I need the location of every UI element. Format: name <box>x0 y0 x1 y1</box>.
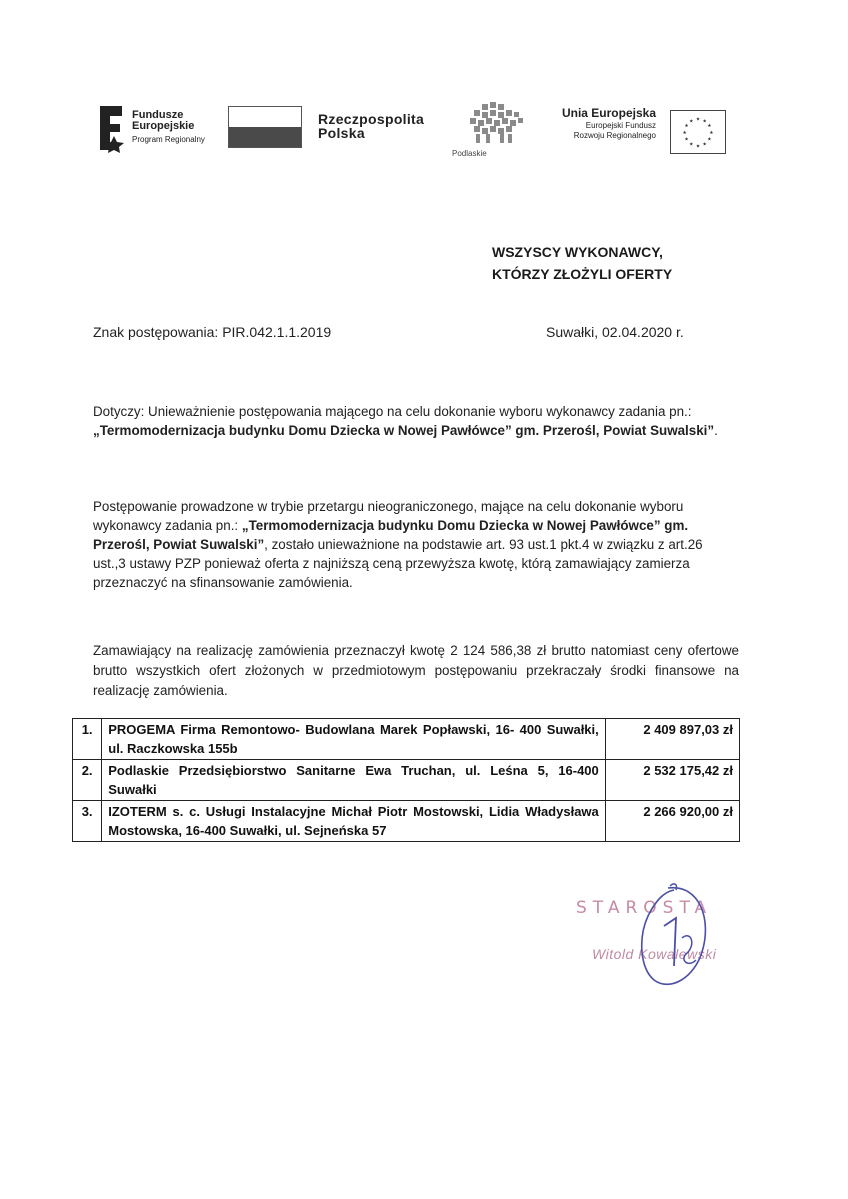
subject-paragraph <box>93 402 723 440</box>
subject-suffix: . <box>714 423 718 438</box>
offer-number: 3. <box>73 801 102 842</box>
offer-number: 1. <box>73 719 102 760</box>
podlaskie-logo <box>452 100 532 158</box>
svg-text:★: ★ <box>684 124 689 130</box>
subject-title: „Termomodernizacja budynku Domu Dziecka w Nowej Pawłówce” gm. Przerośl, Powiat Suwalski” <box>93 423 715 438</box>
svg-text:★: ★ <box>709 130 714 136</box>
offer-number: 2. <box>73 760 102 801</box>
ue-line2: Europejski Fundusz <box>585 121 656 130</box>
fe-star-icon <box>96 102 126 154</box>
svg-text:★: ★ <box>695 144 701 150</box>
table-row <box>73 801 740 842</box>
stamp-name: Witold Kowalewski <box>592 946 717 962</box>
stamp-title: STAROSTA <box>576 898 713 918</box>
fe-line2: Europejskie <box>132 120 195 132</box>
fundusze-europejskie-logo <box>96 102 221 154</box>
svg-text:★: ★ <box>707 124 712 130</box>
body-paragraph-1 <box>93 497 723 592</box>
addressee-block <box>492 241 672 285</box>
table-row <box>73 719 740 760</box>
svg-text:★: ★ <box>684 137 689 143</box>
rzeczpospolita-logo-text <box>318 112 424 140</box>
polish-flag-icon <box>228 106 302 148</box>
svg-text:★: ★ <box>689 119 694 125</box>
svg-text:★: ★ <box>702 142 707 148</box>
bison-icon <box>452 100 532 146</box>
eu-flag-icon <box>670 110 726 154</box>
para1-title: „Termomodernizacja budynku Domu Dziecka w Nowej Pawłówce” gm. Przerośl, Powiat Suwalski” <box>93 518 689 552</box>
rp-line1: Rzeczpospolita <box>318 111 425 127</box>
subject-prefix: Dotyczy: Unieważnienie postępowania mającego na celu dokonanie wyboru wykonawcy zadania pn.: <box>93 404 692 419</box>
table-row <box>73 760 740 801</box>
offer-price: 2 532 175,42 zł <box>605 760 739 801</box>
ue-line1: Unia Europejska <box>561 106 656 120</box>
addressee-line2: KTÓRZY ZŁOŻYLI OFERTY <box>492 266 673 282</box>
podlaskie-label: Podlaskie <box>452 149 487 158</box>
fe-line1: Fundusze <box>132 109 184 121</box>
svg-text:★: ★ <box>702 119 707 125</box>
offers-table <box>72 718 740 842</box>
fe-line3: Program Regionalny <box>132 135 205 144</box>
reference-number: Znak postępowania: PIR.042.1.1.2019 <box>93 324 332 340</box>
svg-text:★: ★ <box>689 142 694 148</box>
para1-prefix: Postępowanie prowadzone w trybie przetargu nieograniczonego, mające na celu dokonanie wyboru wykonawcy zadania pn.: <box>93 499 684 533</box>
rp-line2: Polska <box>318 125 365 141</box>
ue-line3: Rozwoju Regionalnego <box>573 131 656 140</box>
svg-text:★: ★ <box>682 130 687 136</box>
addressee-line1: WSZYSCY WYKONAWCY, <box>492 244 663 260</box>
document-date: Suwałki, 02.04.2020 r. <box>546 324 684 340</box>
para1-suffix: , zostało unieważnione na podstawie art. 93 ust.1 pkt.4 w związku z art.26 ust.,3 ustawy PZP ponieważ oferta z najniższą ceną przewyższa kwotę, którą zamawiający zamierza przeznaczyć na sfinansowanie zamówienia. <box>93 537 703 590</box>
body-paragraph-2: Zamawiający na realizację zamówienia przeznaczył kwotę 2 124 586,38 zł brutto natomiast ceny ofertowe brutto wszystkich ofert złożonych w przedmiotowym postępowaniu przekraczały środki finansowe na realizację zamówienia. <box>93 643 739 698</box>
offer-price: 2 266 920,00 zł <box>605 801 739 842</box>
offer-price: 2 409 897,03 zł <box>605 719 739 760</box>
svg-text:★: ★ <box>707 137 712 143</box>
offer-contractor: Podlaskie Przedsiębiorstwo Sanitarne Ewa Truchan, ul. Leśna 5, 16-400 Suwałki <box>102 760 606 801</box>
handwritten-signature <box>630 880 720 995</box>
offer-contractor: PROGEMA Firma Remontowo- Budowlana Marek Popławski, 16- 400 Suwałki, ul. Raczkowska 155b <box>102 719 606 760</box>
logo-bar <box>96 100 736 160</box>
unia-europejska-text <box>560 108 656 141</box>
svg-text:★: ★ <box>695 117 701 123</box>
offer-contractor: IZOTERM s. c. Usługi Instalacyjne Michał Piotr Mostowski, Lidia Władysława Mostowska, 16-400 Suwałki, ul. Sejneńska 57 <box>102 801 606 842</box>
